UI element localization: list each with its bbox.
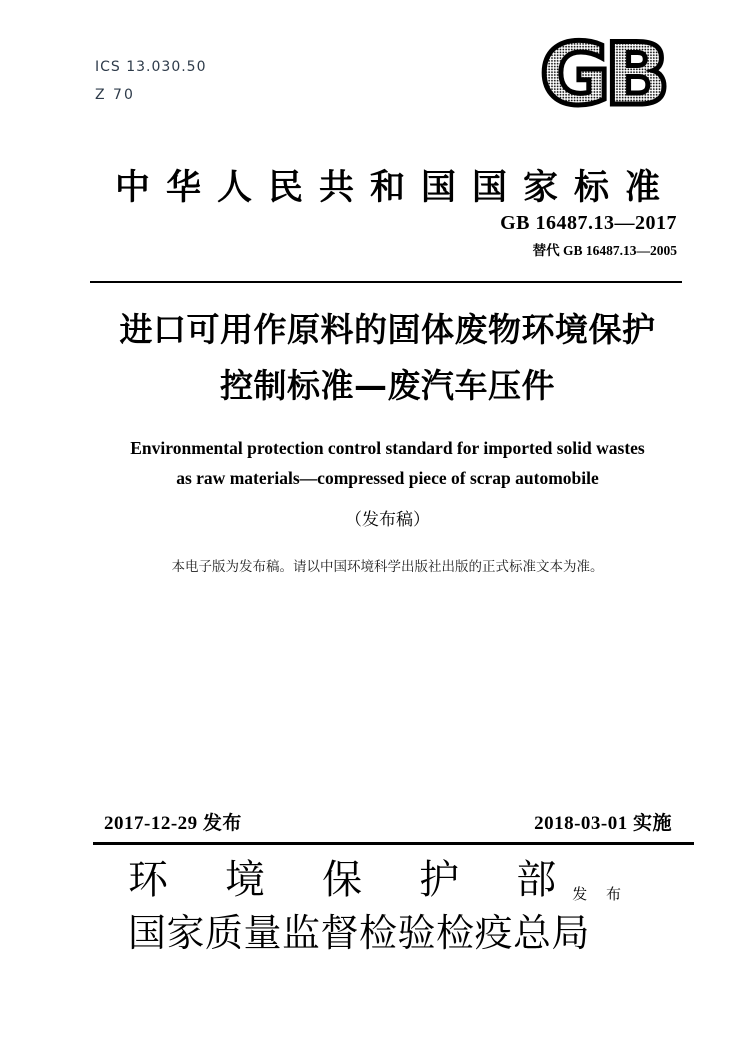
issuer-char: 部 xyxy=(516,857,557,903)
header-divider xyxy=(90,281,682,283)
issue-date: 2017-12-29 发布 xyxy=(104,813,242,834)
issuer-char: 境 xyxy=(225,857,266,903)
implementation-date: 2018-03-01 实施 xyxy=(534,813,672,834)
title-cn-line2: 控制标准—废汽车压件 xyxy=(220,366,555,405)
title-cn-line1: 进口可用作原料的固体废物环境保护 xyxy=(119,310,656,349)
issuer-ministry-row xyxy=(128,858,628,906)
title-en-line1: Environmental protection control standard for imported solid wastes xyxy=(130,438,645,458)
issuer-ministry-name xyxy=(128,858,556,902)
issuer-aqsiq-name: 国家质量监督检验检疫总局 xyxy=(128,911,591,955)
national-standard-header: 中华人民共和国国家标准 xyxy=(114,168,676,208)
standard-number: GB 16487.13—2017 xyxy=(500,212,677,234)
issuer-char: 保 xyxy=(322,857,363,903)
ics-code: ICS 13.030.50 xyxy=(95,59,207,75)
classification-block xyxy=(95,60,207,102)
title-en-line2: as raw materials—compressed piece of scrap automobile xyxy=(176,468,599,488)
gb-logo-icon xyxy=(535,34,669,112)
electronic-version-notice: 本电子版为发布稿。请以中国环境科学出版社出版的正式标准文本为准。 xyxy=(171,559,604,575)
draft-label: （发布稿） xyxy=(345,510,430,530)
issuer-char: 环 xyxy=(128,857,168,903)
issuer-char: 护 xyxy=(419,857,460,903)
gb-logo xyxy=(535,34,669,112)
publish-label: 发 布 xyxy=(572,885,628,903)
svg-text:GB: GB xyxy=(539,34,665,112)
classification-code: Z 70 xyxy=(95,87,135,103)
footer-divider xyxy=(93,842,694,845)
replaces-note: 替代 GB 16487.13—2005 xyxy=(532,243,677,258)
